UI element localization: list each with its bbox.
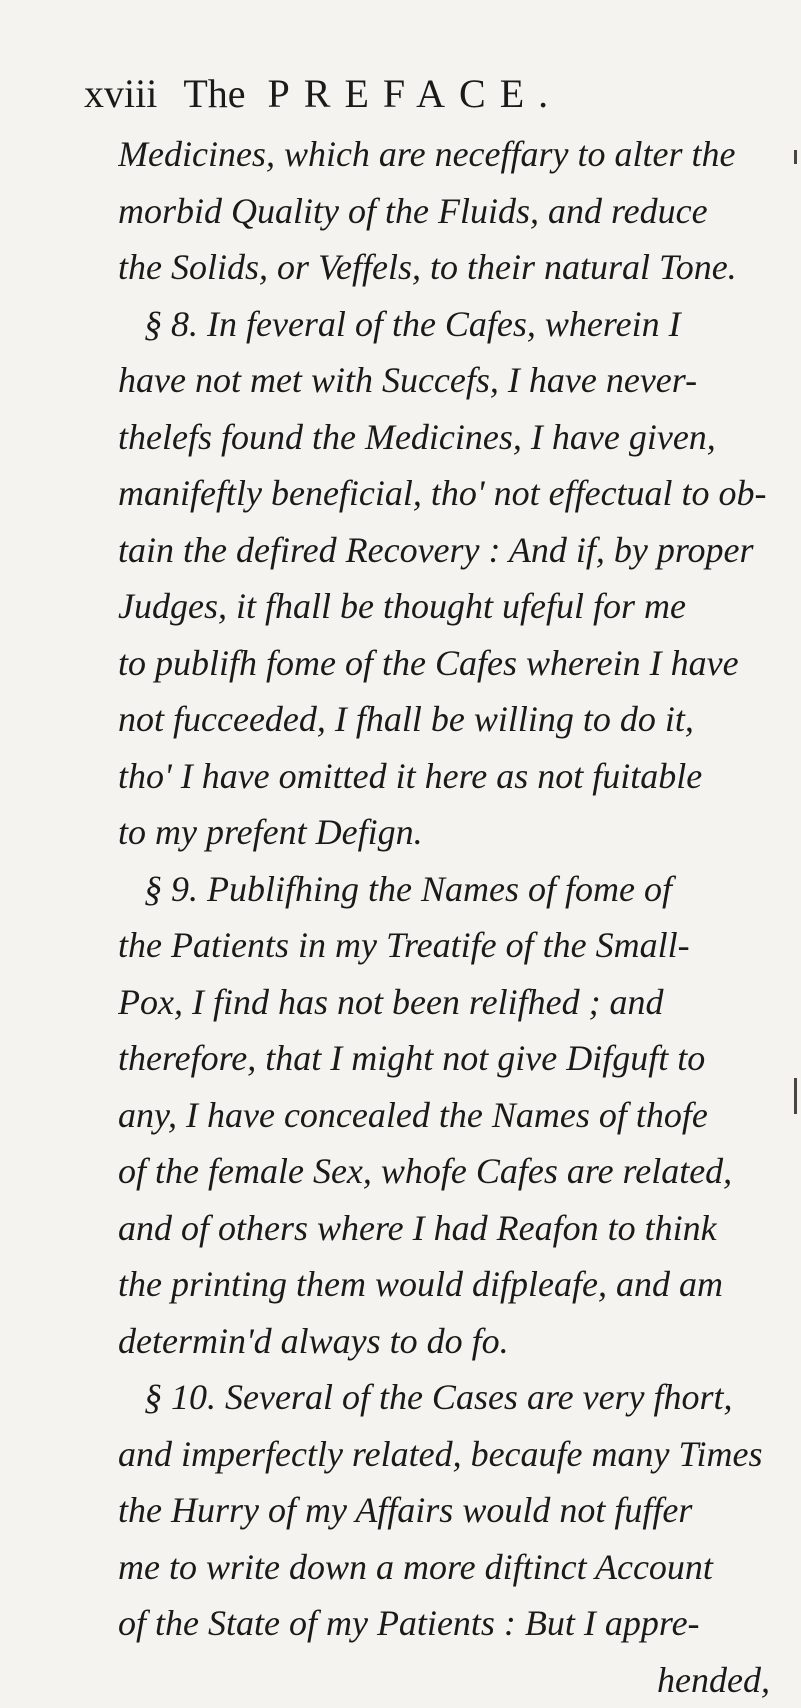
section-8-start: § 8. In feveral of the Cafes, wherein I bbox=[118, 296, 778, 353]
section-10-start: § 10. Several of the Cases are very fhort, bbox=[118, 1369, 778, 1426]
text-line: and of others where I had Reafon to think bbox=[118, 1200, 778, 1257]
text-line: determin'd always to do fo. bbox=[118, 1313, 778, 1370]
text-line: thelefs found the Medicines, I have given, bbox=[118, 409, 778, 466]
running-header-title: PREFACE. bbox=[268, 70, 563, 118]
text-line: me to write down a more diftinct Account bbox=[118, 1539, 778, 1596]
text-line: Judges, it fhall be thought ufeful for me bbox=[118, 578, 778, 635]
text-line: the Hurry of my Affairs would not fuffer bbox=[118, 1482, 778, 1539]
text-line: Pox, I find has not been relifhed ; and bbox=[118, 974, 778, 1031]
text-line: any, I have concealed the Names of thofe bbox=[118, 1087, 778, 1144]
catchword: hended, bbox=[118, 1652, 778, 1708]
text-line: of the State of my Patients : But I appre- bbox=[118, 1595, 778, 1652]
text-line: tho' I have omitted it here as not fuitable bbox=[118, 748, 778, 805]
page-number: xviii bbox=[84, 70, 157, 118]
text-line: and imperfectly related, becaufe many Times bbox=[118, 1426, 778, 1483]
text-line: morbid Quality of the Fluids, and reduce bbox=[118, 183, 778, 240]
body-text bbox=[118, 126, 778, 1708]
text-line: not fucceeded, I fhall be willing to do it, bbox=[118, 691, 778, 748]
text-line: the printing them would difpleafe, and am bbox=[118, 1256, 778, 1313]
page-edge-mark bbox=[794, 1078, 797, 1114]
page-edge-mark bbox=[794, 150, 797, 164]
running-header-word: The bbox=[183, 70, 245, 118]
section-9-start: § 9. Publifhing the Names of fome of bbox=[118, 861, 778, 918]
text-line: manifeftly beneficial, tho' not effectual to ob- bbox=[118, 465, 778, 522]
text-line: have not met with Succefs, I have never- bbox=[118, 352, 778, 409]
text-line: to my prefent Defign. bbox=[118, 804, 778, 861]
text-line: the Patients in my Treatife of the Small- bbox=[118, 917, 778, 974]
text-line: the Solids, or Veffels, to their natural Tone. bbox=[118, 239, 778, 296]
text-line: tain the defired Recovery : And if, by proper bbox=[118, 522, 778, 579]
running-header bbox=[84, 70, 562, 118]
text-line: therefore, that I might not give Difguft to bbox=[118, 1030, 778, 1087]
text-line: of the female Sex, whofe Cafes are related, bbox=[118, 1143, 778, 1200]
text-line: to publifh fome of the Cafes wherein I have bbox=[118, 635, 778, 692]
text-line: Medicines, which are neceffary to alter the bbox=[118, 126, 778, 183]
